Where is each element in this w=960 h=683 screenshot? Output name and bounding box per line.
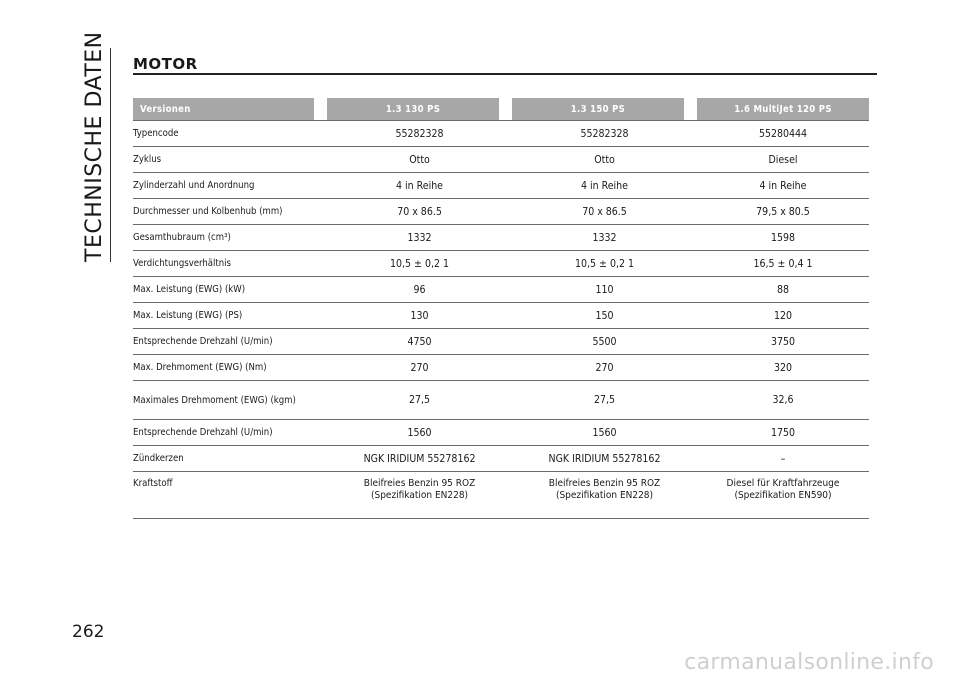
table-row (133, 121, 869, 147)
header-version-1: 1.3 130 PS (327, 98, 499, 121)
header-version-3: 1.6 MultiJet 120 PS (697, 98, 869, 121)
row-value: 70 x 86.5 (327, 199, 512, 225)
table-row (133, 277, 869, 303)
row-value: 4750 (327, 329, 512, 355)
row-value: 27,5 (512, 381, 697, 420)
row-value: 88 (697, 277, 869, 303)
row-label: Kraftstoff (133, 472, 327, 519)
row-label: Max. Leistung (EWG) (kW) (133, 277, 327, 303)
row-label: Max. Leistung (EWG) (PS) (133, 303, 327, 329)
row-value: 1560 (512, 420, 697, 446)
row-value: 130 (327, 303, 512, 329)
row-value: 10,5 ± 0,2 1 (327, 251, 512, 277)
row-value: 79,5 x 80.5 (697, 199, 869, 225)
table-row (133, 173, 869, 199)
row-value: Bleifreies Benzin 95 ROZ (Spezifikation EN228) (327, 472, 512, 519)
row-value: 4 in Reihe (327, 173, 512, 199)
row-value: 110 (512, 277, 697, 303)
row-value: Bleifreies Benzin 95 ROZ (Spezifikation EN228) (512, 472, 697, 519)
row-label: Durchmesser und Kolbenhub (mm) (133, 199, 327, 225)
engine-spec-table (133, 98, 869, 519)
row-label: Typencode (133, 121, 327, 147)
row-value: Otto (327, 147, 512, 173)
table-row (133, 446, 869, 472)
table-header-row (133, 98, 869, 121)
table-row (133, 355, 869, 381)
side-section-title: TECHNISCHE DATEN (82, 31, 107, 262)
row-value: 32,6 (697, 381, 869, 420)
row-value: 120 (697, 303, 869, 329)
row-label: Verdichtungsverhältnis (133, 251, 327, 277)
side-rule (110, 48, 111, 262)
row-value: 150 (512, 303, 697, 329)
row-value: 16,5 ± 0,4 1 (697, 251, 869, 277)
table-row (133, 225, 869, 251)
row-label: Max. Drehmoment (EWG) (Nm) (133, 355, 327, 381)
row-value: 270 (512, 355, 697, 381)
row-value: 4 in Reihe (697, 173, 869, 199)
row-value: 1560 (327, 420, 512, 446)
row-label: Zündkerzen (133, 446, 327, 472)
row-value: 320 (697, 355, 869, 381)
row-label: Gesamthubraum (cm³) (133, 225, 327, 251)
row-value: Diesel (697, 147, 869, 173)
table-row (133, 303, 869, 329)
table-row (133, 329, 869, 355)
row-value: 1750 (697, 420, 869, 446)
row-value: Diesel für Kraftfahrzeuge (Spezifikation EN590) (697, 472, 869, 519)
header-versions: Versionen (133, 98, 314, 121)
row-value: 27,5 (327, 381, 512, 420)
row-value: 3750 (697, 329, 869, 355)
row-value: – (697, 446, 869, 472)
row-value: 5500 (512, 329, 697, 355)
row-value: 270 (327, 355, 512, 381)
table-row (133, 472, 869, 519)
section-rule (133, 73, 877, 75)
row-value: 96 (327, 277, 512, 303)
row-value: 4 in Reihe (512, 173, 697, 199)
row-label: Entsprechende Drehzahl (U/min) (133, 329, 327, 355)
table-row (133, 251, 869, 277)
row-value: 1332 (512, 225, 697, 251)
row-value: Otto (512, 147, 697, 173)
row-value: NGK IRIDIUM 55278162 (512, 446, 697, 472)
row-label: Maximales Drehmoment (EWG) (kgm) (133, 381, 327, 420)
watermark: carmanualsonline.info (684, 650, 934, 675)
table-row (133, 381, 869, 420)
row-value: 10,5 ± 0,2 1 (512, 251, 697, 277)
row-label: Entsprechende Drehzahl (U/min) (133, 420, 327, 446)
row-value: 1332 (327, 225, 512, 251)
section-title: MOTOR (133, 55, 198, 73)
row-value: 55282328 (327, 121, 512, 147)
row-value: 55280444 (697, 121, 869, 147)
row-value: 1598 (697, 225, 869, 251)
table-row (133, 147, 869, 173)
row-label: Zyklus (133, 147, 327, 173)
row-value: 55282328 (512, 121, 697, 147)
row-label: Zylinderzahl und Anordnung (133, 173, 327, 199)
table-row (133, 420, 869, 446)
row-value: 70 x 86.5 (512, 199, 697, 225)
page-number: 262 (72, 622, 105, 642)
header-version-2: 1.3 150 PS (512, 98, 684, 121)
row-value: NGK IRIDIUM 55278162 (327, 446, 512, 472)
table-row (133, 199, 869, 225)
